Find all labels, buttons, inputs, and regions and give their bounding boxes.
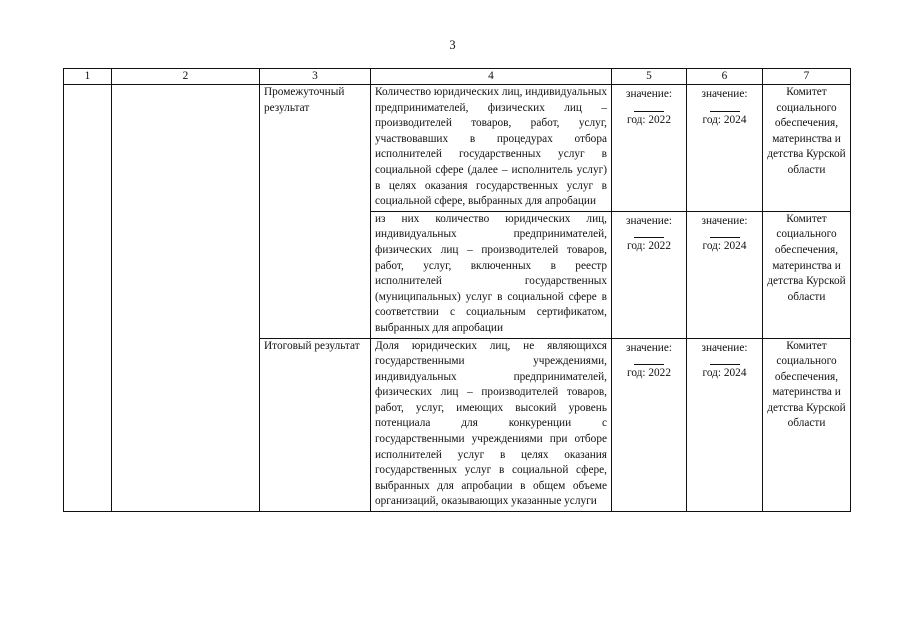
cell-col-1 [64, 85, 112, 512]
indicator-description: Доля юридических лиц, не являющихся государственными учреждениями, индивидуальных предпринимателей, физических лиц – производителей товаров, работ, услуг, имеющих высокий уровень потенциала для конкуренции с государственными учреждениями при отборе исполнителей услуг в целях оказания государственных услуг в социальной сфере, выбранных для апробации в общем объеме организаций, оказывающих указанные услуги [371, 338, 612, 512]
value-blank [634, 103, 664, 112]
responsible-body: Комитет социального обеспечения, материнства и детства Курской области [763, 211, 851, 338]
table-row [64, 85, 851, 212]
header-col-1: 1 [64, 69, 112, 85]
value-blank [710, 229, 740, 238]
base-value-cell [612, 211, 687, 338]
cell-col-2 [112, 85, 260, 512]
value-label: значение: [701, 214, 748, 227]
year-label: год: 2022 [627, 240, 671, 253]
value-label: значение: [701, 88, 748, 100]
target-value-cell [687, 338, 763, 512]
header-col-3: 3 [260, 69, 371, 85]
value-blank [710, 103, 740, 112]
header-col-4: 4 [371, 69, 612, 85]
indicator-description: из них количество юридических лиц, индивидуальных предпринимателей, физических лиц – производителей товаров, работ, услуг, включенных в реестр исполнителей государственных (муниципальных) услуг в социальной сфере в соответствии с социальным сертификатом, выбранных для апробации [371, 211, 612, 338]
year-label: год: 2024 [702, 240, 747, 253]
responsible-body: Комитет социального обеспечения, материнства и детства Курской области [763, 85, 851, 212]
indicator-description: Количество юридических лиц, индивидуальных предпринимателей, физических лиц – производителей товаров, работ, услуг, участвовавших в процедурах отбора исполнителей государственных услуг в социальной сфере (далее – исполнитель услуг) в целях оказания государственных услуг в социальной сфере, выбранных для апробации [371, 85, 612, 212]
target-value-cell [687, 85, 763, 212]
base-value-cell [612, 338, 687, 512]
value-label: значение: [625, 88, 672, 100]
year-label: год: 2024 [702, 113, 747, 126]
year-label: год: 2022 [627, 113, 671, 126]
header-col-5: 5 [612, 69, 687, 85]
responsible-body: Комитет социального обеспечения, материнства и детства Курской области [763, 338, 851, 512]
header-col-6: 6 [687, 69, 763, 85]
header-col-7: 7 [763, 69, 851, 85]
result-type-intermediate: Промежуточный результат [260, 85, 371, 339]
value-blank [634, 356, 664, 365]
year-label: год: 2022 [627, 367, 671, 380]
value-label: значение: [625, 214, 672, 227]
value-blank [710, 356, 740, 365]
results-table [63, 68, 851, 512]
page-number: 3 [449, 38, 456, 52]
value-blank [634, 229, 664, 238]
year-label: год: 2024 [702, 367, 747, 380]
value-label: значение: [701, 341, 748, 354]
base-value-cell [612, 85, 687, 212]
target-value-cell [687, 211, 763, 338]
header-col-2: 2 [112, 69, 260, 85]
value-label: значение: [625, 341, 672, 354]
result-type-final: Итоговый результат [260, 338, 371, 512]
header-row [64, 69, 851, 85]
